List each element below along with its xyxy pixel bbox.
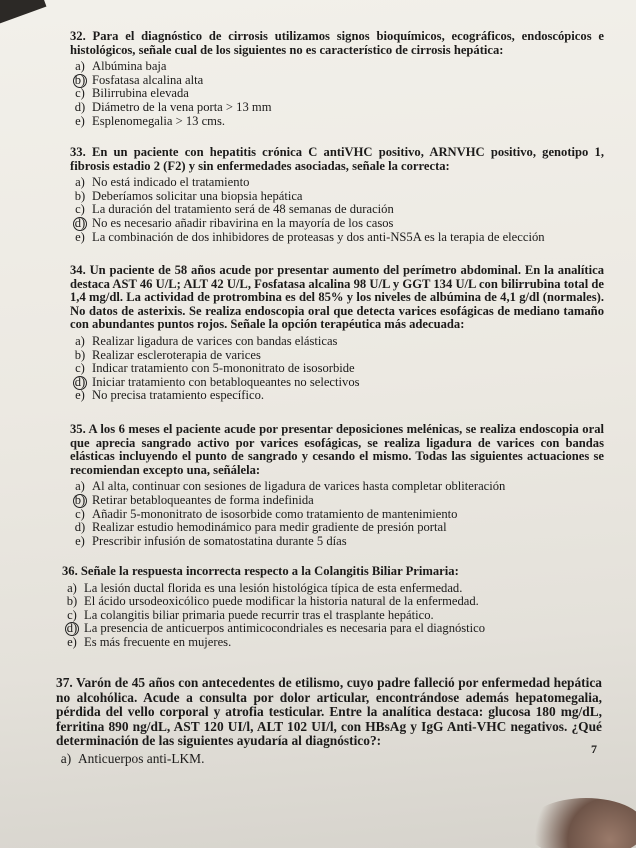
option-e[interactable]: e) La combinación de dos inhibidores de proteasas y dos anti-NS5A es la terapia de elección — [75, 229, 545, 244]
question-37 — [56, 676, 602, 767]
question-stem: 33. En un paciente con hepatitis crónica C antiVHC positivo, ARNVHC positivo, genotipo 1, fibrosis estadio 2 (F2) y sin enfermedades asociadas, señale la correcta: — [70, 145, 604, 173]
option-d-selected[interactable]: d) La presencia de anticuerpos antimicocondriales es necesaria para el diagnóstico — [66, 621, 486, 636]
question-stem: 36. Señale la respuesta incorrecta respecto a la Colangitis Biliar Primaria: — [62, 564, 459, 578]
option-c[interactable]: c) La duración del tratamiento será de 48 semanas de duración — [75, 202, 394, 217]
option-b[interactable]: b) Deberíamos solicitar una biopsia hepática — [74, 188, 303, 203]
option-e[interactable]: e) Esplenomegalia > 13 cms. — [75, 113, 226, 128]
option-a[interactable]: a) Albúmina baja — [75, 59, 167, 74]
question-stem: 32. Para el diagnóstico de cirrosis utilizamos signos bioquímicos, ecográficos, endoscópicos e histológicos, señale cual de los siguientes no es característico de cirrosis hepática: — [70, 29, 604, 57]
option-a[interactable]: a) Realizar ligadura de varices con bandas elásticas — [75, 333, 338, 348]
option-b-selected[interactable]: b) Retirar betabloqueantes de forma indefinida — [74, 492, 314, 507]
hand-shadow — [526, 798, 636, 848]
option-d-selected[interactable]: d) Iniciar tratamiento con betabloqueantes no selectivos — [74, 374, 360, 389]
option-d[interactable]: d) Realizar estudio hemodinámico para medir gradiente de presión portal — [74, 520, 447, 535]
option-b-selected[interactable]: b) Fosfatasa alcalina alta — [74, 72, 204, 87]
option-d[interactable]: d) Diámetro de la vena porta > 13 mm — [74, 99, 272, 114]
question-stem: 34. Un paciente de 58 años acude por presentar aumento del perímetro abdominal. En la analítica destaca AST 46 U/L; ALT 42 U/L, Fosfatasa alcalina 98 U/L y GGT 134 U/L con bilirrubina total de 1,4 mg/dl. La actividad de protrombina es del 85% y los niveles de albúmina de 4,1 g/dl (normales). No datos de asterixis. Se realiza endoscopia oral que detecta varices esofágicas de mediano tamaño con abundantes puntos rojos. Señale la opción terapéutica más adecuada: — [70, 263, 604, 332]
option-c[interactable]: c) Indicar tratamiento con 5-mononitrato de isosorbide — [75, 361, 355, 376]
option-e[interactable]: e) No precisa tratamiento específico. — [75, 388, 265, 403]
option-e[interactable]: e) Prescribir infusión de somatostatina durante 5 días — [75, 533, 347, 548]
option-d-selected[interactable]: d) No es necesario añadir ribavirina en la mayoría de los casos — [74, 215, 394, 230]
option-a[interactable]: a) Anticuerpos anti-LKM. — [60, 750, 205, 766]
question-stem: 35. A los 6 meses el paciente acude por presentar deposiciones melénicas, se realiza endoscopia oral que aprecia sangrado activo por varices esofágicas, se realiza ligadura de varices con bandas elásticas incluyendo el punto de sangrado y cesando el mismo. Todas las siguientes actuaciones se recomiendan excepto una, señálela: — [70, 422, 604, 477]
question-32 — [70, 30, 604, 128]
option-c[interactable]: c) Añadir 5-mononitrato de isosorbide como tratamiento de mantenimiento — [75, 506, 458, 521]
option-e[interactable]: e) Es más frecuente en mujeres. — [67, 634, 232, 649]
question-stem: 37. Varón de 45 años con antecedentes de etilismo, cuyo padre falleció por enfermedad hepática no alcohólica. Acude a consulta por dolor articular, encontrándose además hepatomegalia, pérdida del vello corporal y atrofia testicular. Entre la analítica destaca: glucosa 180 mg/dL, ferritina 890 ng/dL, AST 120 UI/l, ALT 102 UI/l, con HBsAg y IgG Anti-VHC negativos. ¿Qué determinación de las siguientes ayudaría al diagnóstico?: — [56, 675, 602, 749]
option-c[interactable]: c) Bilirrubina elevada — [75, 86, 189, 101]
page-number: 7 — [591, 742, 597, 756]
question-35 — [70, 423, 604, 548]
option-a[interactable]: a) Al alta, continuar con sesiones de ligadura de varices hasta completar obliteración — [75, 479, 506, 494]
option-a[interactable]: a) No está indicado el tratamiento — [75, 175, 250, 190]
option-b[interactable]: b) Realizar escleroterapia de varices — [74, 347, 261, 362]
option-a[interactable]: a) La lesión ductal florida es una lesión histológica típica de esta enfermedad. — [67, 580, 463, 595]
question-34 — [70, 264, 604, 403]
option-b[interactable]: b) El ácido ursodeoxicólico puede modificar la historia natural de la enfermedad. — [66, 594, 479, 609]
question-33 — [70, 146, 604, 244]
background-corner — [0, 0, 46, 30]
question-36 — [62, 565, 602, 650]
option-c[interactable]: c) La colangitis biliar primaria puede recurrir tras el trasplante hepático. — [67, 607, 434, 622]
